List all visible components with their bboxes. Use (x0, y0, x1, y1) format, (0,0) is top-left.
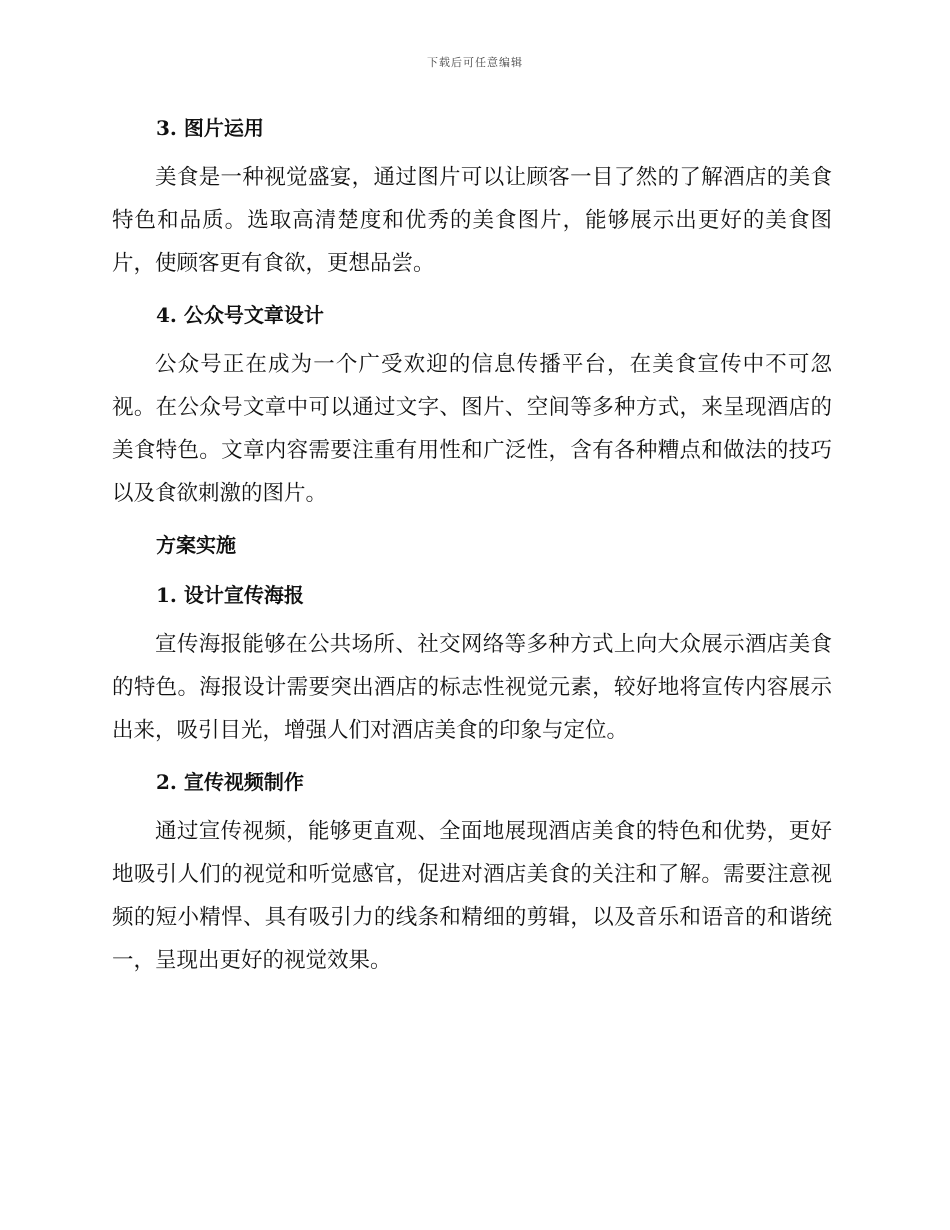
section-heading-image-usage: 3. 图片运用 (156, 116, 264, 140)
section-heading-implementation: 方案实施 (156, 533, 236, 557)
section-heading-video: 2. 宣传视频制作 (156, 770, 304, 794)
section-heading-poster: 1. 设计宣传海报 (156, 583, 304, 607)
section-paragraph-image-usage: 美食是一种视觉盛宴，通过图片可以让顾客一目了然的了解酒店的美食特色和品质。选取高清楚度和优秀的美食图片，能够展示出更好的美食图片，使顾客更有食欲，更想品尝。 (112, 165, 832, 276)
document-body (112, 108, 832, 982)
section-paragraph-official-account: 公众号正在成为一个广受欢迎的信息传播平台，在美食宣传中不可忽视。在公众号文章中可以通过文字、图片、空间等多种方式，来呈现酒店的美食特色。文章内容需要注重有用性和广泛性，含有各种糟点和做法的技巧以及食欲刺激的图片。 (112, 352, 832, 506)
section-paragraph-poster: 宣传海报能够在公共场所、社交网络等多种方式上向大众展示酒店美食的特色。海报设计需要突出酒店的标志性视觉元素，较好地将宣传内容展示出来，吸引目光，增强人们对酒店美食的印象与定位。 (112, 632, 832, 743)
section-heading-official-account: 4. 公众号文章设计 (156, 303, 324, 327)
page-header-note: 下载后可任意编辑 (427, 56, 523, 69)
section-paragraph-video: 通过宣传视频，能够更直观、全面地展现酒店美食的特色和优势，更好地吸引人们的视觉和听觉感官，促进对酒店美食的关注和了解。需要注意视频的短小精悍、具有吸引力的线条和精细的剪辑，以及音乐和语音的和谐统一，呈现出更好的视觉效果。 (112, 819, 832, 973)
